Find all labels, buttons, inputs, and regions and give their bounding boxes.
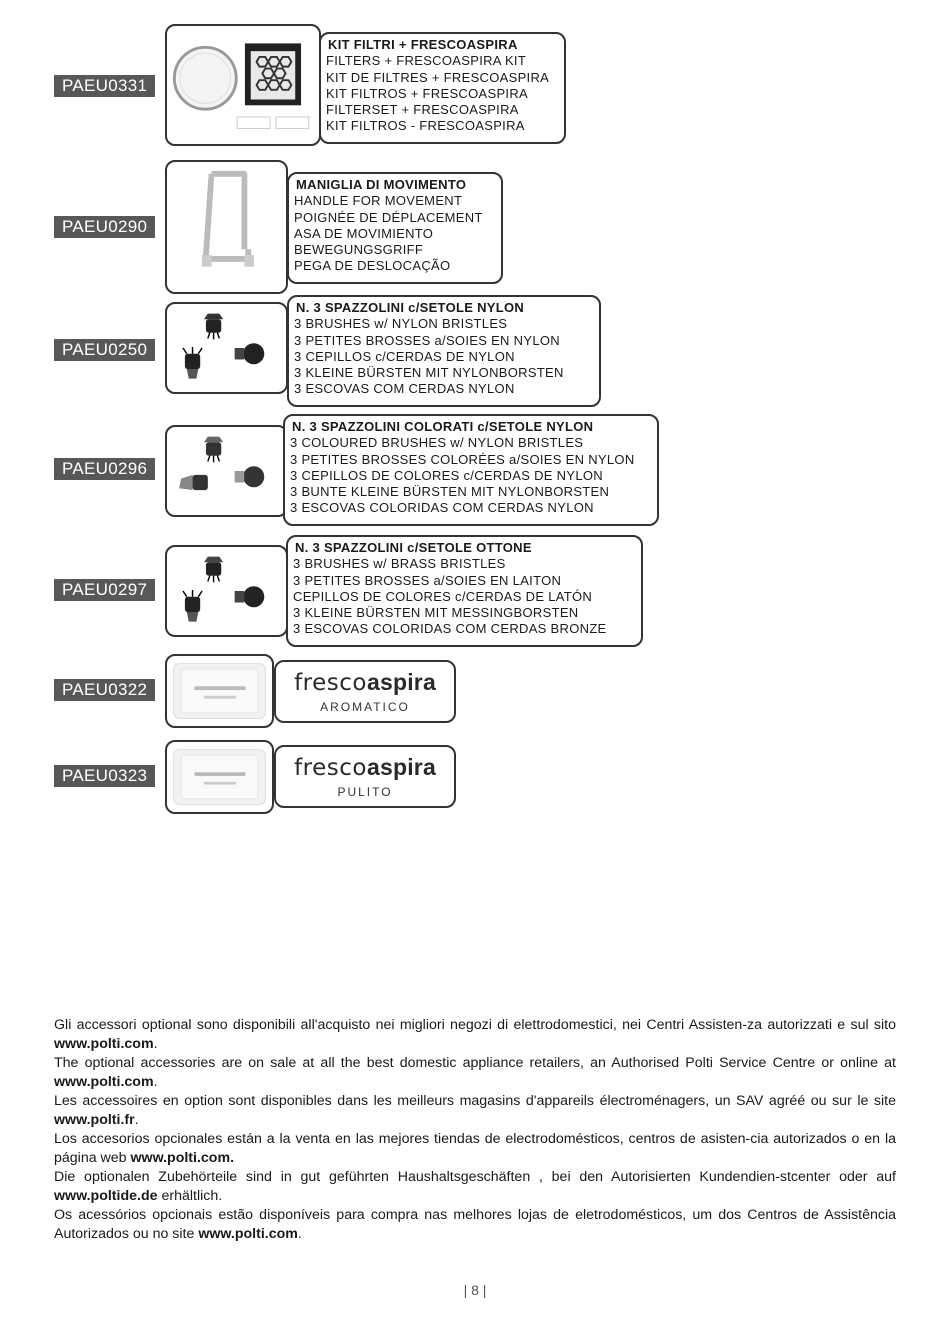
description-en: 3 BRUSHES w/ BRASS BRISTLES	[293, 556, 506, 572]
note-es: Los accesorios opcionales están a la venta en las mejores tiendas de electrodomésticos, centros de asisten-cia autorizados o en la página web www.polti.com.	[54, 1131, 896, 1166]
description-pt: KIT FILTROS - FRESCOASPIRA	[326, 118, 525, 134]
brush-set-icon	[167, 547, 286, 635]
frescoaspira-logo: frescoaspira	[294, 669, 436, 696]
website-link[interactable]: www.polti.com	[198, 1226, 298, 1242]
product-description	[319, 32, 566, 144]
description-es: CEPILLOS DE COLORES c/CERDAS DE LATÓN	[293, 588, 593, 604]
description-pt: 3 ESCOVAS COLORIDAS COM CERDAS BRONZE	[293, 621, 607, 637]
product-description	[287, 295, 601, 407]
description-title-it: KIT FILTRI + FRESCOASPIRA	[328, 37, 518, 52]
website-link[interactable]: www.polti.com.	[130, 1150, 235, 1166]
brush-set-icon	[167, 304, 286, 392]
description-fr: POIGNÉE DE DÉPLACEMENT	[294, 209, 483, 225]
description-de: 3 KLEINE BÜRSTEN MIT NYLONBORSTEN	[294, 365, 564, 381]
product-code: PAEU0290	[54, 216, 155, 238]
product-photo-brass-brushes	[165, 545, 288, 637]
website-link[interactable]: www.polti.com	[54, 1074, 154, 1090]
description-title-it: N. 3 SPAZZOLINI c/SETOLE OTTONE	[295, 540, 532, 555]
product-photo-handle	[165, 160, 288, 294]
description-title-it: N. 3 SPAZZOLINI COLORATI c/SETOLE NYLON	[292, 419, 594, 434]
website-link[interactable]: www.polti.com	[54, 1036, 154, 1052]
frescoaspira-logo: frescoaspira	[294, 754, 436, 781]
brand-label	[274, 660, 456, 723]
description-en: FILTERS + FRESCOASPIRA KIT	[326, 53, 527, 69]
description-fr: 3 PETITES BROSSES COLORÉES a/SOIES EN NYLON	[290, 451, 635, 467]
description-fr: 3 PETITES BROSSES a/SOIES EN NYLON	[294, 332, 560, 348]
product-code: PAEU0331	[54, 75, 155, 97]
description-pt: PEGA DE DESLOCAÇÃO	[294, 258, 451, 274]
description-es: 3 CEPILLOS DE COLORES c/CERDAS DE NYLON	[290, 467, 603, 483]
description-de: 3 BUNTE KLEINE BÜRSTEN MIT NYLONBORSTEN	[290, 484, 610, 500]
product-photo-frescoaspira-aromatico	[165, 654, 274, 728]
page-number: | 8 |	[463, 1282, 487, 1298]
description-es: KIT FILTROS + FRESCOASPIRA	[326, 85, 528, 101]
note-pt: Os acessórios opcionais estão disponíveis para compra nas melhores lojas de eletrodomésticos, um dos Centros de Assistência Autorizados ou no site www.polti.com.	[54, 1207, 896, 1242]
description-de: BEWEGUNGSGRIFF	[294, 242, 424, 258]
website-link[interactable]: www.polti.fr	[54, 1112, 135, 1128]
website-link[interactable]: www.poltide.de	[54, 1188, 158, 1204]
variant-label: AROMATICO	[320, 700, 410, 714]
description-pt: 3 ESCOVAS COLORIDAS COM CERDAS NYLON	[290, 500, 594, 516]
brush-set-icon	[167, 427, 286, 515]
product-code: PAEU0297	[54, 579, 155, 601]
description-pt: 3 ESCOVAS COM CERDAS NYLON	[294, 381, 515, 397]
note-de: Die optionalen Zubehörteile sind in gut geführten Haushaltsgeschäften , bei den Autorisierten Kundendien-stcenter oder auf www.poltide.de erhältlich.	[54, 1169, 896, 1204]
product-description	[287, 172, 503, 284]
description-title-it: MANIGLIA DI MOVIMENTO	[296, 177, 467, 192]
description-de: 3 KLEINE BÜRSTEN MIT MESSINGBORSTEN	[293, 605, 579, 621]
availability-notes	[54, 1016, 896, 1244]
product-description	[286, 535, 643, 647]
product-code: PAEU0323	[54, 765, 155, 787]
product-code: PAEU0296	[54, 458, 155, 480]
description-fr: KIT DE FILTRES + FRESCOASPIRA	[326, 69, 550, 85]
product-description	[283, 414, 659, 526]
sachet-icon	[167, 742, 272, 812]
description-en: 3 BRUSHES w/ NYLON BRISTLES	[294, 316, 508, 332]
brand-label	[274, 745, 456, 808]
product-code: PAEU0322	[54, 679, 155, 701]
description-fr: 3 PETITES BROSSES a/SOIES EN LAITON	[293, 572, 562, 588]
product-photo-filters-kit	[165, 24, 321, 146]
product-photo-nylon-brushes	[165, 302, 288, 394]
filter-kit-icon	[167, 26, 319, 144]
note-fr: Les accessoires en option sont disponibles dans les meilleurs magasins d'appareils électroménagers, un SAV agréé ou sur le site www.polti.fr.	[54, 1093, 896, 1128]
product-photo-coloured-brushes	[165, 425, 288, 517]
description-es: 3 CEPILLOS c/CERDAS DE NYLON	[294, 348, 515, 364]
description-title-it: N. 3 SPAZZOLINI c/SETOLE NYLON	[296, 300, 525, 315]
description-de: FILTERSET + FRESCOASPIRA	[326, 102, 519, 118]
sachet-icon	[167, 656, 272, 726]
description-es: ASA DE MOVIMIENTO	[294, 225, 434, 241]
note-it: Gli accessori optional sono disponibili all'acquisto nei migliori negozi di elettrodomestici, nei Centri Assisten-za autorizzati e sul sito www.polti.com.	[54, 1017, 896, 1052]
variant-label: PULITO	[337, 785, 393, 799]
product-photo-frescoaspira-pulito	[165, 740, 274, 814]
note-en: The optional accessories are on sale at all the best domestic appliance retailers, an Authorised Polti Service Centre or online at www.polti.com.	[54, 1055, 896, 1090]
description-en: HANDLE FOR MOVEMENT	[294, 193, 463, 209]
product-code: PAEU0250	[54, 339, 155, 361]
handle-icon	[167, 162, 286, 292]
description-en: 3 COLOURED BRUSHES w/ NYLON BRISTLES	[290, 435, 584, 451]
